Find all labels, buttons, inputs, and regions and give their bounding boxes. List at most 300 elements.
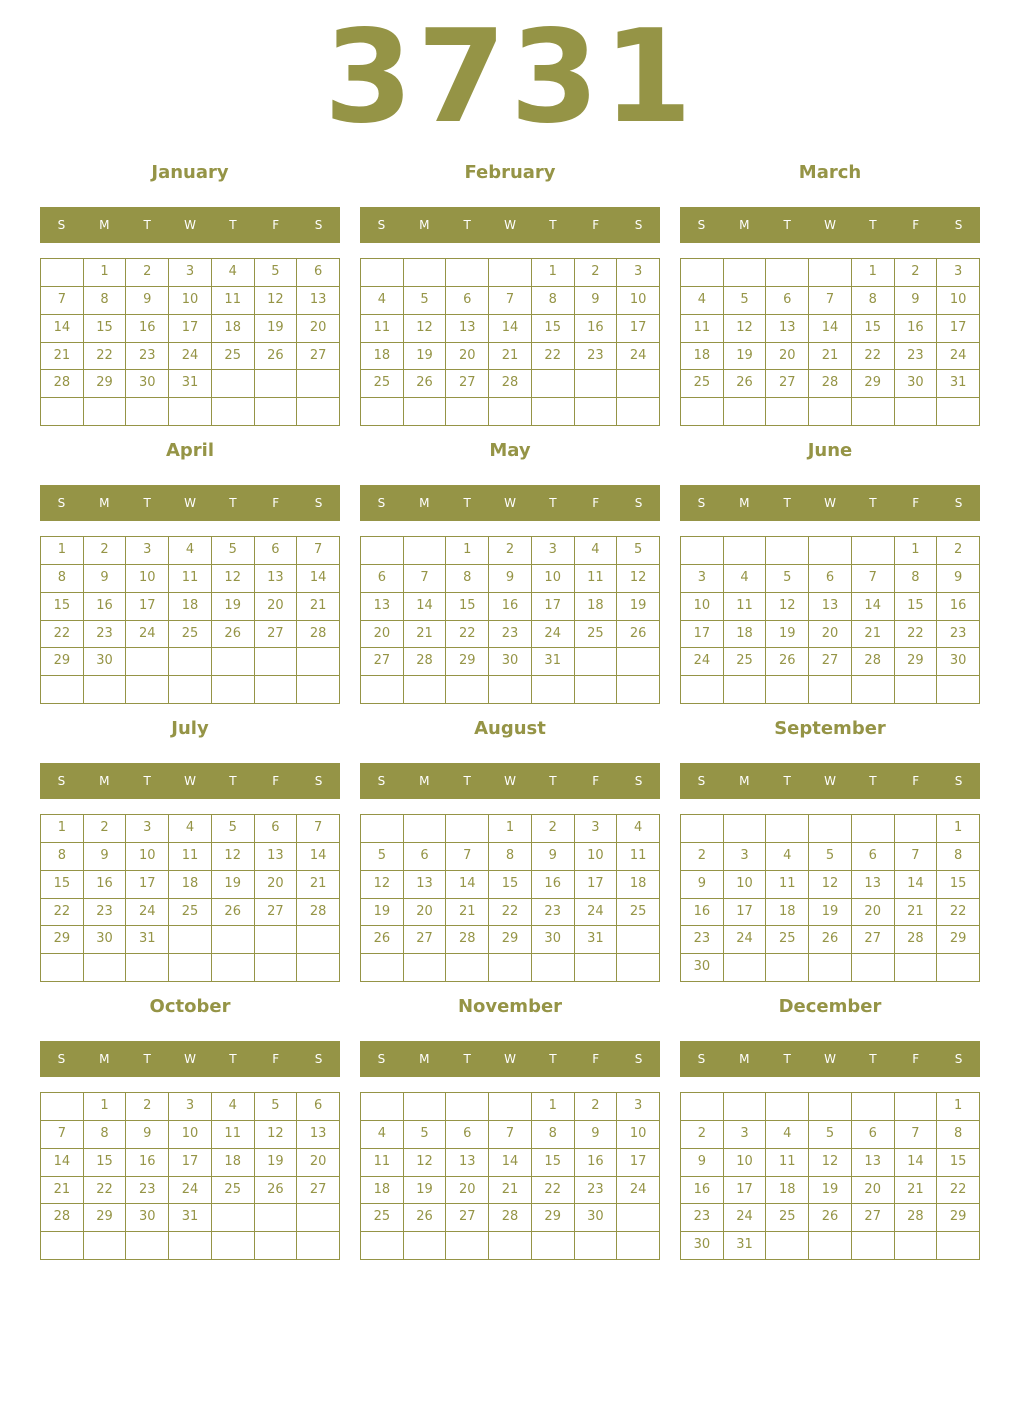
day-cell: 5 <box>766 565 809 593</box>
day-cell: 19 <box>809 1177 852 1205</box>
day-cell: 9 <box>575 287 618 315</box>
day-cell: 2 <box>489 537 532 565</box>
day-cell: 11 <box>212 1121 255 1149</box>
day-cell: 27 <box>255 899 298 927</box>
day-cell: 20 <box>809 621 852 649</box>
day-cell: 5 <box>361 843 404 871</box>
day-cell: 15 <box>532 1149 575 1177</box>
empty-day-cell <box>724 954 767 982</box>
day-cell: 8 <box>937 843 980 871</box>
day-cell: 18 <box>361 1177 404 1205</box>
weekday-header <box>40 763 340 799</box>
empty-day-cell <box>809 676 852 704</box>
empty-day-cell <box>169 676 212 704</box>
day-cell: 6 <box>404 843 447 871</box>
day-cell: 24 <box>169 343 212 371</box>
day-cell: 30 <box>126 370 169 398</box>
weekday-header <box>680 763 980 799</box>
empty-day-cell <box>126 648 169 676</box>
year-title: 3731 <box>323 3 697 152</box>
empty-day-cell <box>852 398 895 426</box>
day-cell: 28 <box>41 370 84 398</box>
empty-day-cell <box>361 1232 404 1260</box>
weekday-label: S <box>314 774 323 788</box>
empty-day-cell <box>404 1093 447 1121</box>
day-cell: 23 <box>126 343 169 371</box>
weekday-label: F <box>592 496 600 510</box>
weekday-label: M <box>739 218 750 232</box>
day-cell: 18 <box>724 621 767 649</box>
empty-day-cell <box>617 648 660 676</box>
day-cell: 25 <box>169 621 212 649</box>
day-cell: 22 <box>84 343 127 371</box>
empty-day-cell <box>361 676 404 704</box>
day-cell: 11 <box>766 1149 809 1177</box>
day-cell: 1 <box>84 259 127 287</box>
day-cell: 10 <box>937 287 980 315</box>
empty-day-cell <box>724 259 767 287</box>
day-cell: 28 <box>809 370 852 398</box>
weekday-label: T <box>869 774 877 788</box>
day-cell: 24 <box>126 899 169 927</box>
day-cell: 15 <box>489 871 532 899</box>
day-cell: 26 <box>255 343 298 371</box>
weekday-label: T <box>783 774 791 788</box>
day-cell: 9 <box>84 565 127 593</box>
day-cell: 4 <box>169 815 212 843</box>
day-cell: 6 <box>297 259 340 287</box>
empty-day-cell <box>575 398 618 426</box>
empty-day-cell <box>809 815 852 843</box>
day-cell: 13 <box>255 565 298 593</box>
day-cell: 22 <box>937 899 980 927</box>
day-cell: 6 <box>852 1121 895 1149</box>
day-cell: 11 <box>169 843 212 871</box>
empty-day-cell <box>84 1232 127 1260</box>
empty-day-cell <box>575 370 618 398</box>
day-cell: 2 <box>575 259 618 287</box>
empty-day-cell <box>937 1232 980 1260</box>
day-cell: 9 <box>937 565 980 593</box>
empty-day-cell <box>809 398 852 426</box>
empty-day-cell <box>575 676 618 704</box>
weekday-label: T <box>229 774 237 788</box>
empty-day-cell <box>255 926 298 954</box>
day-cell: 14 <box>895 1149 938 1177</box>
weekday-label: F <box>912 496 920 510</box>
day-cell: 6 <box>446 287 489 315</box>
weekday-header <box>680 485 980 521</box>
empty-day-cell <box>489 259 532 287</box>
weekday-label: S <box>697 496 706 510</box>
day-grid <box>680 536 980 704</box>
day-cell: 14 <box>489 1149 532 1177</box>
day-cell: 29 <box>41 648 84 676</box>
day-cell: 2 <box>937 537 980 565</box>
empty-day-cell <box>255 954 298 982</box>
weekday-label: S <box>57 218 66 232</box>
empty-day-cell <box>404 1232 447 1260</box>
empty-day-cell <box>852 1093 895 1121</box>
weekday-label: S <box>697 218 706 232</box>
day-cell: 29 <box>489 926 532 954</box>
day-grid <box>360 536 660 704</box>
weekday-label: S <box>314 496 323 510</box>
day-cell: 3 <box>532 537 575 565</box>
day-cell: 18 <box>212 1149 255 1177</box>
day-cell: 21 <box>446 899 489 927</box>
day-grid <box>680 258 980 426</box>
month-name: October <box>149 996 231 1017</box>
day-cell: 25 <box>724 648 767 676</box>
weekday-label: M <box>99 774 110 788</box>
empty-day-cell <box>895 954 938 982</box>
weekday-label: T <box>143 218 151 232</box>
day-cell: 30 <box>681 1232 724 1260</box>
day-cell: 7 <box>895 1121 938 1149</box>
day-cell: 26 <box>255 1177 298 1205</box>
weekday-label: S <box>377 1052 386 1066</box>
weekday-label: W <box>184 1052 196 1066</box>
day-cell: 13 <box>809 593 852 621</box>
empty-day-cell <box>297 1232 340 1260</box>
empty-day-cell <box>617 1204 660 1232</box>
day-cell: 10 <box>126 565 169 593</box>
empty-day-cell <box>617 1232 660 1260</box>
weekday-label: S <box>57 774 66 788</box>
weekday-label: S <box>377 774 386 788</box>
day-cell: 3 <box>126 537 169 565</box>
weekday-header <box>40 1041 340 1077</box>
day-grid <box>360 258 660 426</box>
empty-day-cell <box>489 676 532 704</box>
weekday-label: M <box>99 496 110 510</box>
empty-day-cell <box>297 954 340 982</box>
day-cell: 5 <box>617 537 660 565</box>
day-cell: 7 <box>41 1121 84 1149</box>
day-cell: 30 <box>575 1204 618 1232</box>
day-cell: 30 <box>126 1204 169 1232</box>
day-cell: 12 <box>404 1149 447 1177</box>
empty-day-cell <box>937 398 980 426</box>
empty-day-cell <box>852 676 895 704</box>
day-cell: 9 <box>126 287 169 315</box>
day-cell: 4 <box>169 537 212 565</box>
day-cell: 1 <box>895 537 938 565</box>
weekday-label: S <box>697 1052 706 1066</box>
day-cell: 20 <box>255 871 298 899</box>
day-cell: 29 <box>895 648 938 676</box>
weekday-label: T <box>463 218 471 232</box>
day-cell: 9 <box>489 565 532 593</box>
day-cell: 25 <box>169 899 212 927</box>
weekday-label: W <box>504 218 516 232</box>
empty-day-cell <box>41 1232 84 1260</box>
month-name: June <box>807 440 853 461</box>
day-cell: 20 <box>446 343 489 371</box>
day-cell: 16 <box>681 899 724 927</box>
month-name: April <box>165 440 215 461</box>
day-cell: 14 <box>41 315 84 343</box>
empty-day-cell <box>212 926 255 954</box>
day-cell: 7 <box>297 537 340 565</box>
weekday-label: M <box>99 1052 110 1066</box>
day-cell: 17 <box>575 871 618 899</box>
empty-day-cell <box>489 1093 532 1121</box>
empty-day-cell <box>126 954 169 982</box>
day-cell: 18 <box>617 871 660 899</box>
day-cell: 26 <box>809 1204 852 1232</box>
day-cell: 21 <box>297 593 340 621</box>
day-cell: 14 <box>809 315 852 343</box>
day-cell: 24 <box>575 899 618 927</box>
day-cell: 9 <box>84 843 127 871</box>
day-cell: 18 <box>766 1177 809 1205</box>
empty-day-cell <box>84 398 127 426</box>
empty-day-cell <box>361 259 404 287</box>
weekday-label: M <box>739 774 750 788</box>
day-cell: 27 <box>446 370 489 398</box>
day-cell: 27 <box>297 1177 340 1205</box>
day-cell: 3 <box>617 1093 660 1121</box>
day-cell: 9 <box>126 1121 169 1149</box>
day-cell: 7 <box>446 843 489 871</box>
empty-day-cell <box>297 926 340 954</box>
day-cell: 11 <box>575 565 618 593</box>
day-cell: 13 <box>446 1149 489 1177</box>
day-cell: 26 <box>212 621 255 649</box>
day-cell: 8 <box>532 287 575 315</box>
weekday-label: T <box>143 1052 151 1066</box>
day-cell: 11 <box>212 287 255 315</box>
day-cell: 23 <box>84 899 127 927</box>
weekday-header <box>40 207 340 243</box>
day-cell: 25 <box>575 621 618 649</box>
day-cell: 2 <box>681 1121 724 1149</box>
empty-day-cell <box>895 398 938 426</box>
weekday-label: T <box>549 496 557 510</box>
day-cell: 15 <box>937 1149 980 1177</box>
day-cell: 28 <box>852 648 895 676</box>
day-cell: 22 <box>852 343 895 371</box>
empty-day-cell <box>404 398 447 426</box>
empty-day-cell <box>446 1232 489 1260</box>
day-cell: 23 <box>681 1204 724 1232</box>
day-cell: 22 <box>895 621 938 649</box>
day-cell: 10 <box>681 593 724 621</box>
day-cell: 30 <box>84 648 127 676</box>
day-cell: 2 <box>532 815 575 843</box>
day-cell: 16 <box>532 871 575 899</box>
day-cell: 12 <box>809 1149 852 1177</box>
day-cell: 12 <box>255 1121 298 1149</box>
empty-day-cell <box>532 954 575 982</box>
empty-day-cell <box>361 1093 404 1121</box>
weekday-label: S <box>314 218 323 232</box>
day-cell: 5 <box>255 1093 298 1121</box>
empty-day-cell <box>404 954 447 982</box>
day-cell: 11 <box>361 315 404 343</box>
day-cell: 21 <box>489 343 532 371</box>
empty-day-cell <box>575 648 618 676</box>
day-cell: 27 <box>255 621 298 649</box>
day-cell: 27 <box>361 648 404 676</box>
weekday-header <box>680 207 980 243</box>
empty-day-cell <box>809 1232 852 1260</box>
day-cell: 23 <box>575 343 618 371</box>
empty-day-cell <box>575 1232 618 1260</box>
day-grid <box>40 258 340 426</box>
day-cell: 7 <box>404 565 447 593</box>
day-cell: 10 <box>724 1149 767 1177</box>
weekday-label: S <box>57 1052 66 1066</box>
weekday-label: M <box>419 496 430 510</box>
day-cell: 24 <box>617 343 660 371</box>
day-cell: 28 <box>297 899 340 927</box>
day-cell: 13 <box>766 315 809 343</box>
weekday-label: M <box>99 218 110 232</box>
day-cell: 12 <box>212 565 255 593</box>
day-cell: 29 <box>852 370 895 398</box>
empty-day-cell <box>617 398 660 426</box>
empty-day-cell <box>937 954 980 982</box>
day-cell: 28 <box>489 1204 532 1232</box>
weekday-label: M <box>739 1052 750 1066</box>
empty-day-cell <box>724 398 767 426</box>
day-cell: 24 <box>724 926 767 954</box>
day-cell: 3 <box>724 843 767 871</box>
weekday-label: S <box>954 774 963 788</box>
day-cell: 21 <box>41 1177 84 1205</box>
day-cell: 6 <box>446 1121 489 1149</box>
weekday-label: T <box>869 1052 877 1066</box>
day-cell: 6 <box>297 1093 340 1121</box>
empty-day-cell <box>41 676 84 704</box>
day-cell: 10 <box>617 1121 660 1149</box>
empty-day-cell <box>361 537 404 565</box>
day-grid <box>680 1092 980 1260</box>
day-cell: 8 <box>41 565 84 593</box>
day-cell: 19 <box>255 315 298 343</box>
day-cell: 17 <box>681 621 724 649</box>
weekday-label: F <box>912 218 920 232</box>
day-cell: 24 <box>532 621 575 649</box>
weekday-header <box>360 485 660 521</box>
day-cell: 26 <box>766 648 809 676</box>
weekday-label: F <box>272 774 280 788</box>
day-cell: 16 <box>126 1149 169 1177</box>
empty-day-cell <box>681 1093 724 1121</box>
day-cell: 15 <box>84 315 127 343</box>
day-cell: 7 <box>297 815 340 843</box>
day-cell: 18 <box>766 899 809 927</box>
day-cell: 6 <box>255 537 298 565</box>
empty-day-cell <box>724 815 767 843</box>
empty-day-cell <box>255 676 298 704</box>
day-cell: 14 <box>489 315 532 343</box>
day-cell: 9 <box>575 1121 618 1149</box>
empty-day-cell <box>361 398 404 426</box>
day-cell: 24 <box>126 621 169 649</box>
day-cell: 30 <box>489 648 532 676</box>
weekday-header <box>680 1041 980 1077</box>
empty-day-cell <box>255 1232 298 1260</box>
day-cell: 17 <box>724 899 767 927</box>
day-cell: 12 <box>255 287 298 315</box>
day-cell: 16 <box>937 593 980 621</box>
day-cell: 23 <box>84 621 127 649</box>
empty-day-cell <box>617 676 660 704</box>
day-cell: 8 <box>852 287 895 315</box>
day-cell: 2 <box>895 259 938 287</box>
empty-day-cell <box>852 954 895 982</box>
day-cell: 17 <box>126 593 169 621</box>
day-grid <box>680 814 980 982</box>
day-cell: 6 <box>852 843 895 871</box>
day-cell: 10 <box>724 871 767 899</box>
weekday-label: T <box>143 774 151 788</box>
empty-day-cell <box>617 370 660 398</box>
day-cell: 13 <box>404 871 447 899</box>
empty-day-cell <box>169 1232 212 1260</box>
day-cell: 22 <box>532 1177 575 1205</box>
day-cell: 8 <box>446 565 489 593</box>
day-cell: 3 <box>169 1093 212 1121</box>
day-cell: 18 <box>361 343 404 371</box>
day-cell: 9 <box>895 287 938 315</box>
day-cell: 27 <box>852 926 895 954</box>
empty-day-cell <box>169 648 212 676</box>
day-cell: 23 <box>937 621 980 649</box>
day-cell: 19 <box>404 1177 447 1205</box>
day-grid <box>40 1092 340 1260</box>
day-cell: 1 <box>84 1093 127 1121</box>
empty-day-cell <box>766 398 809 426</box>
empty-day-cell <box>41 954 84 982</box>
day-cell: 26 <box>617 621 660 649</box>
weekday-label: F <box>272 496 280 510</box>
day-cell: 7 <box>41 287 84 315</box>
empty-day-cell <box>852 1232 895 1260</box>
empty-day-cell <box>809 1093 852 1121</box>
day-cell: 14 <box>41 1149 84 1177</box>
day-cell: 22 <box>489 899 532 927</box>
weekday-label: S <box>634 774 643 788</box>
day-cell: 27 <box>766 370 809 398</box>
day-cell: 30 <box>937 648 980 676</box>
empty-day-cell <box>361 815 404 843</box>
day-cell: 15 <box>41 593 84 621</box>
weekday-label: T <box>549 774 557 788</box>
empty-day-cell <box>617 954 660 982</box>
day-cell: 4 <box>766 1121 809 1149</box>
empty-day-cell <box>446 1093 489 1121</box>
empty-day-cell <box>446 815 489 843</box>
day-cell: 10 <box>617 287 660 315</box>
weekday-label: T <box>463 496 471 510</box>
day-cell: 22 <box>41 621 84 649</box>
empty-day-cell <box>809 259 852 287</box>
empty-day-cell <box>297 370 340 398</box>
empty-day-cell <box>297 398 340 426</box>
weekday-label: W <box>184 774 196 788</box>
day-cell: 19 <box>809 899 852 927</box>
weekday-label: F <box>912 774 920 788</box>
empty-day-cell <box>212 1204 255 1232</box>
empty-day-cell <box>895 1093 938 1121</box>
empty-day-cell <box>489 954 532 982</box>
day-cell: 23 <box>126 1177 169 1205</box>
